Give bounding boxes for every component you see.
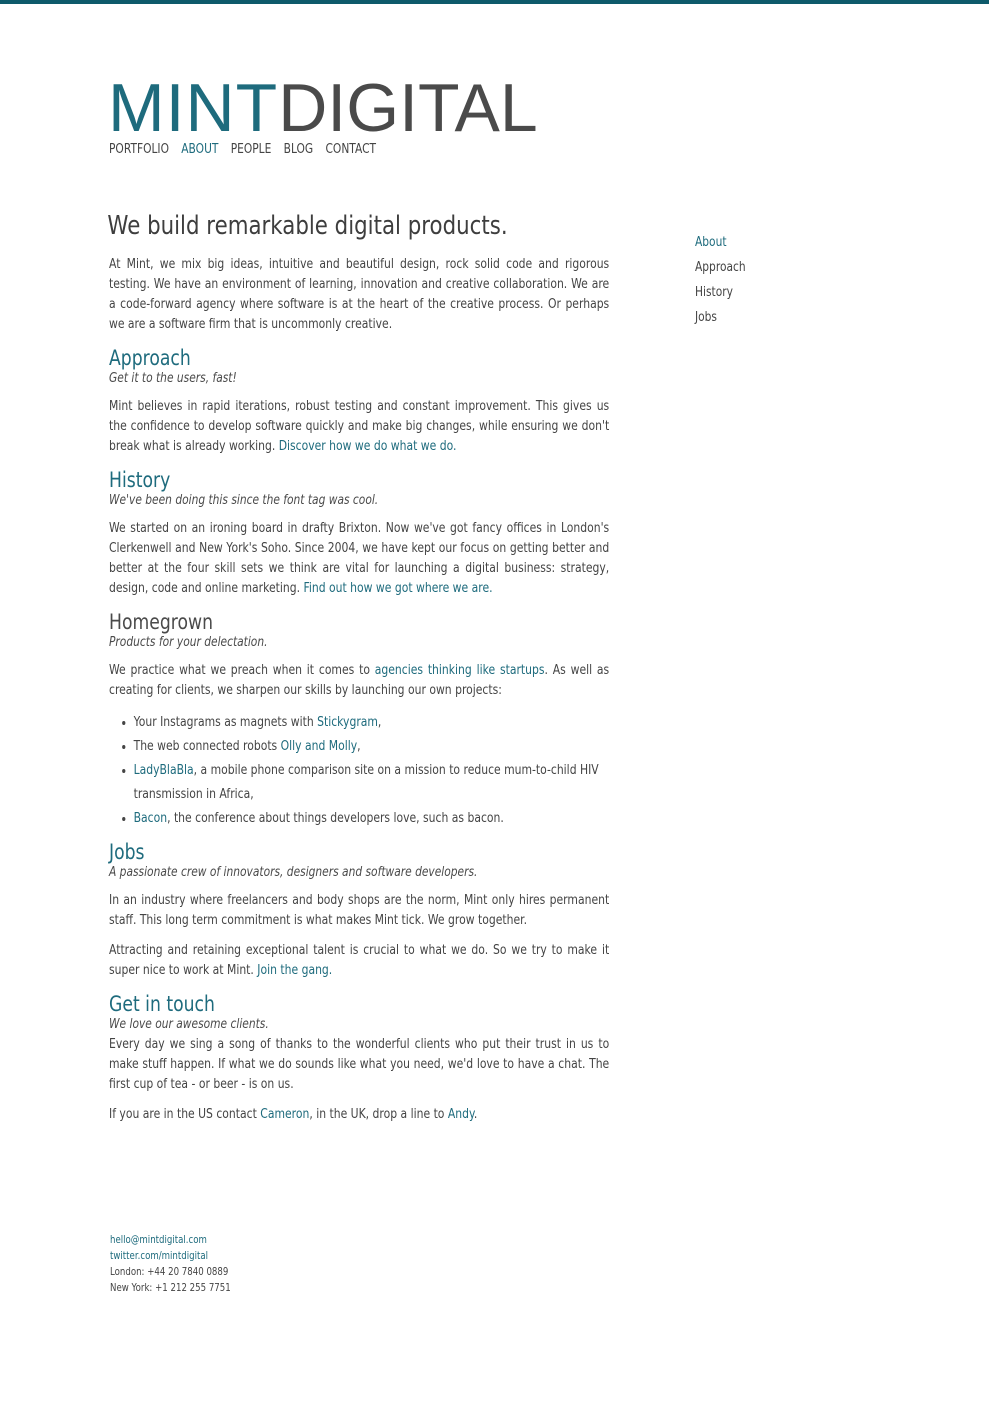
contact-text-mid: , in the UK, drop a line to [309,1107,448,1122]
list-item [134,759,610,807]
logo-mint: MINT [108,70,279,146]
main-nav [109,142,376,157]
history-text [109,519,609,599]
nav-about[interactable]: ABOUT [181,142,219,157]
footer-twitter-link[interactable]: twitter.com/mintdigital [110,1250,209,1262]
homegrown-heading: Homegrown [109,610,214,634]
approach-text [109,397,609,457]
footer [110,1232,231,1296]
approach-body: Mint believes in rapid iterations, robust testing and constant improvement. This gives us the confidence to develop software quickly and make big changes, while ensuring we don't break what is already working. [109,399,610,454]
homegrown-text-before: We practice what we preach when it comes to [109,663,375,678]
contact-text-before: If you are in the US contact [109,1107,261,1122]
contact-text-after: . [473,1107,478,1122]
logo[interactable] [108,70,538,146]
jobs-text-2 [109,941,609,981]
footer-london-phone: London: +44 20 7840 0889 [110,1266,229,1278]
list-item [134,711,610,735]
contact-tagline: We love our awesome clients. [109,1017,269,1032]
join-gang-link[interactable]: Join the gang. [257,963,333,978]
approach-link[interactable]: Discover how we do what we do. [278,439,457,454]
list-item-text: The web connected robots [133,739,281,754]
homegrown-text [109,661,609,701]
jobs-heading: Jobs [109,840,145,864]
jobs-tagline: A passionate crew of innovators, designers and software developers. [109,865,478,880]
jobs-body: Attracting and retaining exceptional talent is crucial to what we do. So we try to make it super nice to work at Mint. [109,943,610,978]
nav-portfolio[interactable]: PORTFOLIO [109,142,169,157]
nav-contact[interactable]: CONTACT [325,142,377,157]
homegrown-tagline: Products for your delectation. [109,635,268,650]
top-accent-bar [0,0,989,4]
contact-heading: Get in touch [109,992,215,1016]
side-nav [695,230,746,330]
ladyblabla-link[interactable]: LadyBlaBla [133,763,194,778]
sidenav-approach[interactable]: Approach [695,260,746,275]
olly-molly-link[interactable]: Olly and Molly [280,739,358,754]
approach-tagline: Get it to the users, fast! [109,371,237,386]
list-item-text: , a mobile phone comparison site on a mission to reduce mum-to-child HIV transmission in Africa, [133,763,599,802]
history-tagline: We've been doing this since the font tag was cool. [109,493,379,508]
homegrown-text-after: . As well as creating for clients, we sharpen our skills by launching our own projects: [109,663,610,698]
list-item-text: , the conference about things developers love, such as bacon. [167,811,504,826]
history-link[interactable]: Find out how we got where we are. [303,581,493,596]
sidenav-about[interactable]: About [695,235,727,250]
footer-email-link[interactable]: hello@mintdigital.com [110,1234,207,1246]
andy-link[interactable]: Andy [447,1107,474,1122]
nav-people[interactable]: PEOPLE [230,142,272,157]
list-item [134,807,610,831]
sidenav-jobs[interactable]: Jobs [695,310,717,325]
list-item-text: Your Instagrams as magnets with [133,715,318,730]
sidenav-history[interactable]: History [695,285,733,300]
projects-list [109,711,609,831]
approach-heading: Approach [109,346,191,370]
main-content [109,208,609,1135]
jobs-text-1: In an industry where freelancers and body shops are the norm, Mint only hires permanent staff. This long term commitment is what makes Mint tick. We grow together. [109,893,610,928]
nav-blog[interactable]: BLOG [283,142,314,157]
footer-newyork-phone: New York: +1 212 255 7751 [110,1282,231,1294]
intro-text: At Mint, we mix big ideas, intuitive and beautiful design, rock solid code and rigorous testing. We have an environment of learning, innovation and creative collaboration. We are a code-forward agency where software is at the heart of the creative process. Or perhaps we are a software firm that is uncommonly creative. [109,257,610,332]
list-item-text: , [357,739,361,754]
list-item [134,735,610,759]
contact-text-1: Every day we sing a song of thanks to the wonderful clients who put their trust in us to make stuff happen. If what we do sounds like what you need, we'd love to have a chat. The first cup of tea - or beer - is on us. [109,1037,610,1092]
cameron-link[interactable]: Cameron [260,1107,310,1122]
history-heading: History [109,468,171,492]
contact-text-2 [109,1105,609,1125]
page-title: We build remarkable digital products. [107,211,508,241]
logo-digital: DIGITAL [278,70,538,146]
agencies-startups-link[interactable]: agencies thinking like startups [374,663,545,678]
stickygram-link[interactable]: Stickygram [317,715,378,730]
bacon-link[interactable]: Bacon [133,811,168,826]
history-body: We started on an ironing board in drafty Brixton. Now we've got fancy offices in London's Clerkenwell and New York's Soho. Since 2004, we have kept our focus on getting better and better at the four skill sets we think are vital for launching a digital business: strategy, design, code and online marketing. [109,521,610,596]
list-item-text: , [377,715,382,730]
